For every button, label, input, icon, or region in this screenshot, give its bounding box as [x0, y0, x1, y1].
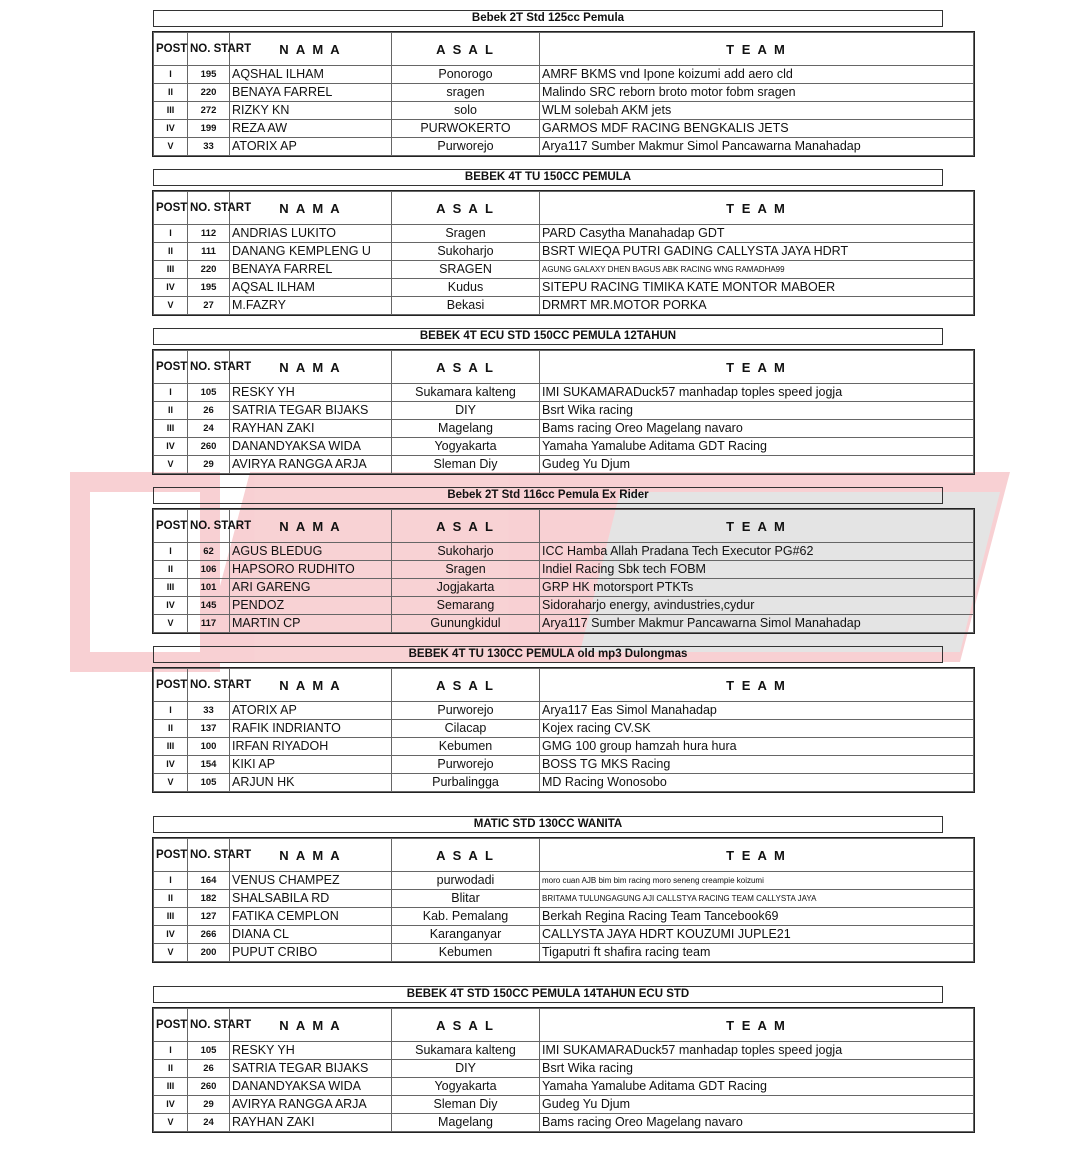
table-row	[154, 1114, 974, 1132]
table-row	[154, 243, 974, 261]
nama-cell: ATORIX AP	[230, 702, 392, 720]
nama-cell: ATORIX AP	[230, 138, 392, 156]
pos-cell: IV	[154, 1096, 188, 1114]
team-cell: IMI SUKAMARADuck57 manhadap toples speed jogja	[540, 384, 974, 402]
header-row	[154, 33, 974, 66]
nama-cell: ARJUN HK	[230, 774, 392, 792]
header-row	[154, 669, 974, 702]
team-header: T E A M	[540, 1009, 974, 1042]
pos-cell: V	[154, 1114, 188, 1132]
table-row	[154, 279, 974, 297]
pos-cell: II	[154, 561, 188, 579]
table-row	[154, 738, 974, 756]
asal-cell: Kudus	[392, 279, 540, 297]
asal-cell: Karanganyar	[392, 926, 540, 944]
pos-cell: V	[154, 456, 188, 474]
asal-cell: Gunungkidul	[392, 615, 540, 633]
table-row	[154, 944, 974, 962]
pos-cell: III	[154, 738, 188, 756]
nama-header: N A M A	[230, 510, 392, 543]
nama-cell: ANDRIAS LUKITO	[230, 225, 392, 243]
table-row	[154, 102, 974, 120]
class-title: BEBEK 4T STD 150CC PEMULA 14TAHUN ECU STD	[153, 986, 943, 1003]
class-section	[153, 487, 973, 633]
no-start-cell: 199	[188, 120, 230, 138]
pos-cell: II	[154, 402, 188, 420]
asal-cell: Purbalingga	[392, 774, 540, 792]
pos-cell: IV	[154, 120, 188, 138]
no-start-cell: 112	[188, 225, 230, 243]
class-title: BEBEK 4T ECU STD 150CC PEMULA 12TAHUN	[153, 328, 943, 345]
pos-header: POST	[154, 510, 188, 543]
team-cell: IMI SUKAMARADuck57 manhadap toples speed jogja	[540, 1042, 974, 1060]
header-row	[154, 510, 974, 543]
results-table	[153, 509, 974, 633]
team-cell: AMRF BKMS vnd Ipone koizumi add aero cld	[540, 66, 974, 84]
nama-cell: RIZKY KN	[230, 102, 392, 120]
pos-cell: IV	[154, 597, 188, 615]
nama-cell: DANANG KEMPLENG U	[230, 243, 392, 261]
no-start-cell: 29	[188, 456, 230, 474]
nama-cell: IRFAN RIYADOH	[230, 738, 392, 756]
results-table	[153, 668, 974, 792]
pos-cell: I	[154, 1042, 188, 1060]
class-title: MATIC STD 130CC WANITA	[153, 816, 943, 833]
asal-cell: sragen	[392, 84, 540, 102]
results-table	[153, 32, 974, 156]
table-row	[154, 84, 974, 102]
team-header: T E A M	[540, 192, 974, 225]
asal-header: A S A L	[392, 510, 540, 543]
asal-cell: Blitar	[392, 890, 540, 908]
pos-cell: III	[154, 102, 188, 120]
pos-cell: II	[154, 84, 188, 102]
pos-header: POST	[154, 1009, 188, 1042]
team-cell: AGUNG GALAXY DHEN BAGUS ABK RACING WNG RAMADHA99	[540, 261, 974, 279]
table-row	[154, 1042, 974, 1060]
class-section	[153, 816, 973, 962]
team-cell: Yamaha Yamalube Aditama GDT Racing	[540, 438, 974, 456]
nama-cell: AQSAL ILHAM	[230, 279, 392, 297]
no-start-cell: 195	[188, 279, 230, 297]
nama-header: N A M A	[230, 669, 392, 702]
class-section	[153, 169, 973, 315]
team-cell: WLM solebah AKM jets	[540, 102, 974, 120]
table-row	[154, 756, 974, 774]
class-title: BEBEK 4T TU 130CC PEMULA old mp3 Dulongmas	[153, 646, 943, 663]
pos-cell: I	[154, 225, 188, 243]
no-start-cell: 127	[188, 908, 230, 926]
table-row	[154, 420, 974, 438]
no-start-cell: 164	[188, 872, 230, 890]
results-table	[153, 191, 974, 315]
no-start-cell: 195	[188, 66, 230, 84]
team-header: T E A M	[540, 33, 974, 66]
table-row	[154, 561, 974, 579]
pos-cell: III	[154, 908, 188, 926]
asal-cell: Sukoharjo	[392, 543, 540, 561]
nama-cell: REZA AW	[230, 120, 392, 138]
table-row	[154, 438, 974, 456]
nama-cell: RESKY YH	[230, 1042, 392, 1060]
table-row	[154, 1060, 974, 1078]
no-start-cell: 117	[188, 615, 230, 633]
pos-cell: IV	[154, 438, 188, 456]
team-cell: Bams racing Oreo Magelang navaro	[540, 1114, 974, 1132]
pos-cell: V	[154, 774, 188, 792]
pos-header: POST	[154, 839, 188, 872]
no-start-header: NO. START	[188, 1009, 230, 1042]
no-start-cell: 24	[188, 420, 230, 438]
pos-cell: I	[154, 66, 188, 84]
table-row	[154, 597, 974, 615]
asal-cell: Purworejo	[392, 702, 540, 720]
nama-cell: AVIRYA RANGGA ARJA	[230, 456, 392, 474]
no-start-cell: 26	[188, 402, 230, 420]
asal-cell: solo	[392, 102, 540, 120]
team-cell: DRMRT MR.MOTOR PORKA	[540, 297, 974, 315]
no-start-cell: 111	[188, 243, 230, 261]
nama-cell: FATIKA CEMPLON	[230, 908, 392, 926]
table-row	[154, 908, 974, 926]
header-row	[154, 351, 974, 384]
nama-cell: RAFIK INDRIANTO	[230, 720, 392, 738]
class-title: Bebek 2T Std 125cc Pemula	[153, 10, 943, 27]
class-section	[153, 328, 973, 474]
pos-cell: V	[154, 297, 188, 315]
pos-cell: V	[154, 944, 188, 962]
class-section	[153, 986, 973, 1132]
no-start-cell: 33	[188, 138, 230, 156]
no-start-cell: 105	[188, 774, 230, 792]
pos-cell: II	[154, 243, 188, 261]
pos-cell: I	[154, 384, 188, 402]
asal-cell: Magelang	[392, 1114, 540, 1132]
nama-cell: PUPUT CRIBO	[230, 944, 392, 962]
table-row	[154, 926, 974, 944]
table-row	[154, 543, 974, 561]
pos-cell: II	[154, 890, 188, 908]
no-start-cell: 266	[188, 926, 230, 944]
no-start-cell: 182	[188, 890, 230, 908]
pos-header: POST	[154, 669, 188, 702]
nama-cell: ARI GARENG	[230, 579, 392, 597]
table-row	[154, 384, 974, 402]
nama-cell: PENDOZ	[230, 597, 392, 615]
asal-cell: Sragen	[392, 561, 540, 579]
results-table	[153, 838, 974, 962]
table-row	[154, 872, 974, 890]
team-cell: PARD Casytha Manahadap GDT	[540, 225, 974, 243]
team-cell: Bsrt Wika racing	[540, 402, 974, 420]
team-cell: MD Racing Wonosobo	[540, 774, 974, 792]
team-cell: Arya117 Eas Simol Manahadap	[540, 702, 974, 720]
team-cell: BSRT WIEQA PUTRI GADING CALLYSTA JAYA HDRT	[540, 243, 974, 261]
nama-header: N A M A	[230, 351, 392, 384]
nama-cell: DANANDYAKSA WIDA	[230, 1078, 392, 1096]
team-cell: Gudeg Yu Djum	[540, 456, 974, 474]
no-start-cell: 200	[188, 944, 230, 962]
table-row	[154, 456, 974, 474]
nama-cell: BENAYA FARREL	[230, 261, 392, 279]
class-title: BEBEK 4T TU 150CC PEMULA	[153, 169, 943, 186]
nama-header: N A M A	[230, 192, 392, 225]
nama-cell: M.FAZRY	[230, 297, 392, 315]
team-header: T E A M	[540, 669, 974, 702]
team-cell: Tigaputri ft shafira racing team	[540, 944, 974, 962]
nama-cell: AVIRYA RANGGA ARJA	[230, 1096, 392, 1114]
pos-cell: III	[154, 1078, 188, 1096]
no-start-cell: 145	[188, 597, 230, 615]
asal-header: A S A L	[392, 192, 540, 225]
no-start-header: NO. START	[188, 192, 230, 225]
pos-cell: III	[154, 579, 188, 597]
class-title: Bebek 2T Std 116cc Pemula Ex Rider	[153, 487, 943, 504]
team-cell: BOSS TG MKS Racing	[540, 756, 974, 774]
team-header: T E A M	[540, 839, 974, 872]
class-section	[153, 10, 973, 156]
asal-cell: Sleman Diy	[392, 456, 540, 474]
nama-cell: SATRIA TEGAR BIJAKS	[230, 1060, 392, 1078]
nama-cell: SATRIA TEGAR BIJAKS	[230, 402, 392, 420]
nama-header: N A M A	[230, 1009, 392, 1042]
team-cell: Sidoraharjo energy, avindustries,cydur	[540, 597, 974, 615]
team-cell: CALLYSTA JAYA HDRT KOUZUMI JUPLE21	[540, 926, 974, 944]
pos-cell: III	[154, 261, 188, 279]
nama-header: N A M A	[230, 33, 392, 66]
no-start-header: NO. START	[188, 839, 230, 872]
team-cell: Arya117 Sumber Makmur Pancawarna Simol Manahadap	[540, 615, 974, 633]
team-cell: Kojex racing CV.SK	[540, 720, 974, 738]
team-cell: Gudeg Yu Djum	[540, 1096, 974, 1114]
table-row	[154, 261, 974, 279]
asal-cell: Magelang	[392, 420, 540, 438]
asal-cell: Sukamara kalteng	[392, 1042, 540, 1060]
asal-cell: Yogyakarta	[392, 438, 540, 456]
pos-cell: I	[154, 872, 188, 890]
asal-cell: Yogyakarta	[392, 1078, 540, 1096]
team-cell: BRITAMA TULUNGAGUNG AJI CALLSTYA RACING TEAM CALLYSTA JAYA	[540, 890, 974, 908]
no-start-cell: 101	[188, 579, 230, 597]
pos-cell: I	[154, 702, 188, 720]
asal-header: A S A L	[392, 351, 540, 384]
no-start-cell: 137	[188, 720, 230, 738]
nama-cell: RAYHAN ZAKI	[230, 1114, 392, 1132]
no-start-cell: 106	[188, 561, 230, 579]
team-cell: GMG 100 group hamzah hura hura	[540, 738, 974, 756]
header-row	[154, 192, 974, 225]
nama-cell: BENAYA FARREL	[230, 84, 392, 102]
team-cell: Yamaha Yamalube Aditama GDT Racing	[540, 1078, 974, 1096]
team-cell: Bams racing Oreo Magelang navaro	[540, 420, 974, 438]
asal-cell: DIY	[392, 1060, 540, 1078]
table-row	[154, 138, 974, 156]
pos-cell: I	[154, 543, 188, 561]
table-row	[154, 402, 974, 420]
nama-cell: DANANDYAKSA WIDA	[230, 438, 392, 456]
nama-cell: VENUS CHAMPEZ	[230, 872, 392, 890]
table-row	[154, 615, 974, 633]
no-start-cell: 272	[188, 102, 230, 120]
results-table	[153, 1008, 974, 1132]
nama-cell: AGUS BLEDUG	[230, 543, 392, 561]
pos-header: POST	[154, 33, 188, 66]
asal-cell: SRAGEN	[392, 261, 540, 279]
table-row	[154, 120, 974, 138]
no-start-cell: 24	[188, 1114, 230, 1132]
no-start-cell: 105	[188, 1042, 230, 1060]
asal-cell: Semarang	[392, 597, 540, 615]
team-cell: Bsrt Wika racing	[540, 1060, 974, 1078]
nama-cell: MARTIN CP	[230, 615, 392, 633]
team-cell: moro cuan AJB bim bim racing moro seneng creampie koizumi	[540, 872, 974, 890]
table-row	[154, 297, 974, 315]
no-start-cell: 29	[188, 1096, 230, 1114]
no-start-header: NO. START	[188, 33, 230, 66]
team-cell: ICC Hamba Allah Pradana Tech Executor PG#62	[540, 543, 974, 561]
header-row	[154, 839, 974, 872]
asal-cell: Ponorogo	[392, 66, 540, 84]
asal-cell: Cilacap	[392, 720, 540, 738]
pos-cell: IV	[154, 279, 188, 297]
no-start-cell: 100	[188, 738, 230, 756]
nama-cell: RAYHAN ZAKI	[230, 420, 392, 438]
class-section	[153, 646, 973, 792]
team-cell: GRP HK motorsport PTKTs	[540, 579, 974, 597]
asal-cell: Sragen	[392, 225, 540, 243]
pos-cell: III	[154, 420, 188, 438]
table-row	[154, 774, 974, 792]
pos-cell: V	[154, 138, 188, 156]
asal-header: A S A L	[392, 1009, 540, 1042]
table-row	[154, 720, 974, 738]
asal-header: A S A L	[392, 839, 540, 872]
nama-cell: SHALSABILA RD	[230, 890, 392, 908]
asal-cell: Jogjakarta	[392, 579, 540, 597]
asal-cell: Purworejo	[392, 756, 540, 774]
no-start-header: NO. START	[188, 510, 230, 543]
no-start-cell: 62	[188, 543, 230, 561]
asal-cell: Bekasi	[392, 297, 540, 315]
team-cell: Arya117 Sumber Makmur Simol Pancawarna Manahadap	[540, 138, 974, 156]
pos-cell: II	[154, 720, 188, 738]
asal-cell: DIY	[392, 402, 540, 420]
team-cell: Indiel Racing Sbk tech FOBM	[540, 561, 974, 579]
asal-cell: PURWOKERTO	[392, 120, 540, 138]
table-row	[154, 1078, 974, 1096]
table-row	[154, 225, 974, 243]
no-start-cell: 220	[188, 261, 230, 279]
asal-cell: Purworejo	[392, 138, 540, 156]
team-cell: SITEPU RACING TIMIKA KATE MONTOR MABOER	[540, 279, 974, 297]
asal-cell: Sukamara kalteng	[392, 384, 540, 402]
table-row	[154, 890, 974, 908]
team-header: T E A M	[540, 351, 974, 384]
pos-cell: IV	[154, 926, 188, 944]
nama-cell: KIKI AP	[230, 756, 392, 774]
nama-cell: DIANA CL	[230, 926, 392, 944]
asal-cell: Sukoharjo	[392, 243, 540, 261]
team-cell: Berkah Regina Racing Team Tancebook69	[540, 908, 974, 926]
team-cell: GARMOS MDF RACING BENGKALIS JETS	[540, 120, 974, 138]
results-table	[153, 350, 974, 474]
asal-cell: Sleman Diy	[392, 1096, 540, 1114]
no-start-cell: 26	[188, 1060, 230, 1078]
no-start-cell: 260	[188, 1078, 230, 1096]
nama-cell: RESKY YH	[230, 384, 392, 402]
no-start-header: NO. START	[188, 351, 230, 384]
no-start-cell: 33	[188, 702, 230, 720]
no-start-cell: 27	[188, 297, 230, 315]
no-start-cell: 260	[188, 438, 230, 456]
asal-header: A S A L	[392, 33, 540, 66]
table-row	[154, 1096, 974, 1114]
nama-cell: AQSHAL ILHAM	[230, 66, 392, 84]
pos-header: POST	[154, 351, 188, 384]
pos-header: POST	[154, 192, 188, 225]
asal-header: A S A L	[392, 669, 540, 702]
pos-cell: IV	[154, 756, 188, 774]
asal-cell: Kebumen	[392, 738, 540, 756]
header-row	[154, 1009, 974, 1042]
asal-cell: Kab. Pemalang	[392, 908, 540, 926]
no-start-cell: 105	[188, 384, 230, 402]
asal-cell: Kebumen	[392, 944, 540, 962]
nama-cell: HAPSORO RUDHITO	[230, 561, 392, 579]
pos-cell: V	[154, 615, 188, 633]
nama-header: N A M A	[230, 839, 392, 872]
no-start-cell: 220	[188, 84, 230, 102]
table-row	[154, 579, 974, 597]
table-row	[154, 702, 974, 720]
team-cell: Malindo SRC reborn broto motor fobm sragen	[540, 84, 974, 102]
team-header: T E A M	[540, 510, 974, 543]
table-row	[154, 66, 974, 84]
pos-cell: II	[154, 1060, 188, 1078]
no-start-header: NO. START	[188, 669, 230, 702]
no-start-cell: 154	[188, 756, 230, 774]
asal-cell: purwodadi	[392, 872, 540, 890]
